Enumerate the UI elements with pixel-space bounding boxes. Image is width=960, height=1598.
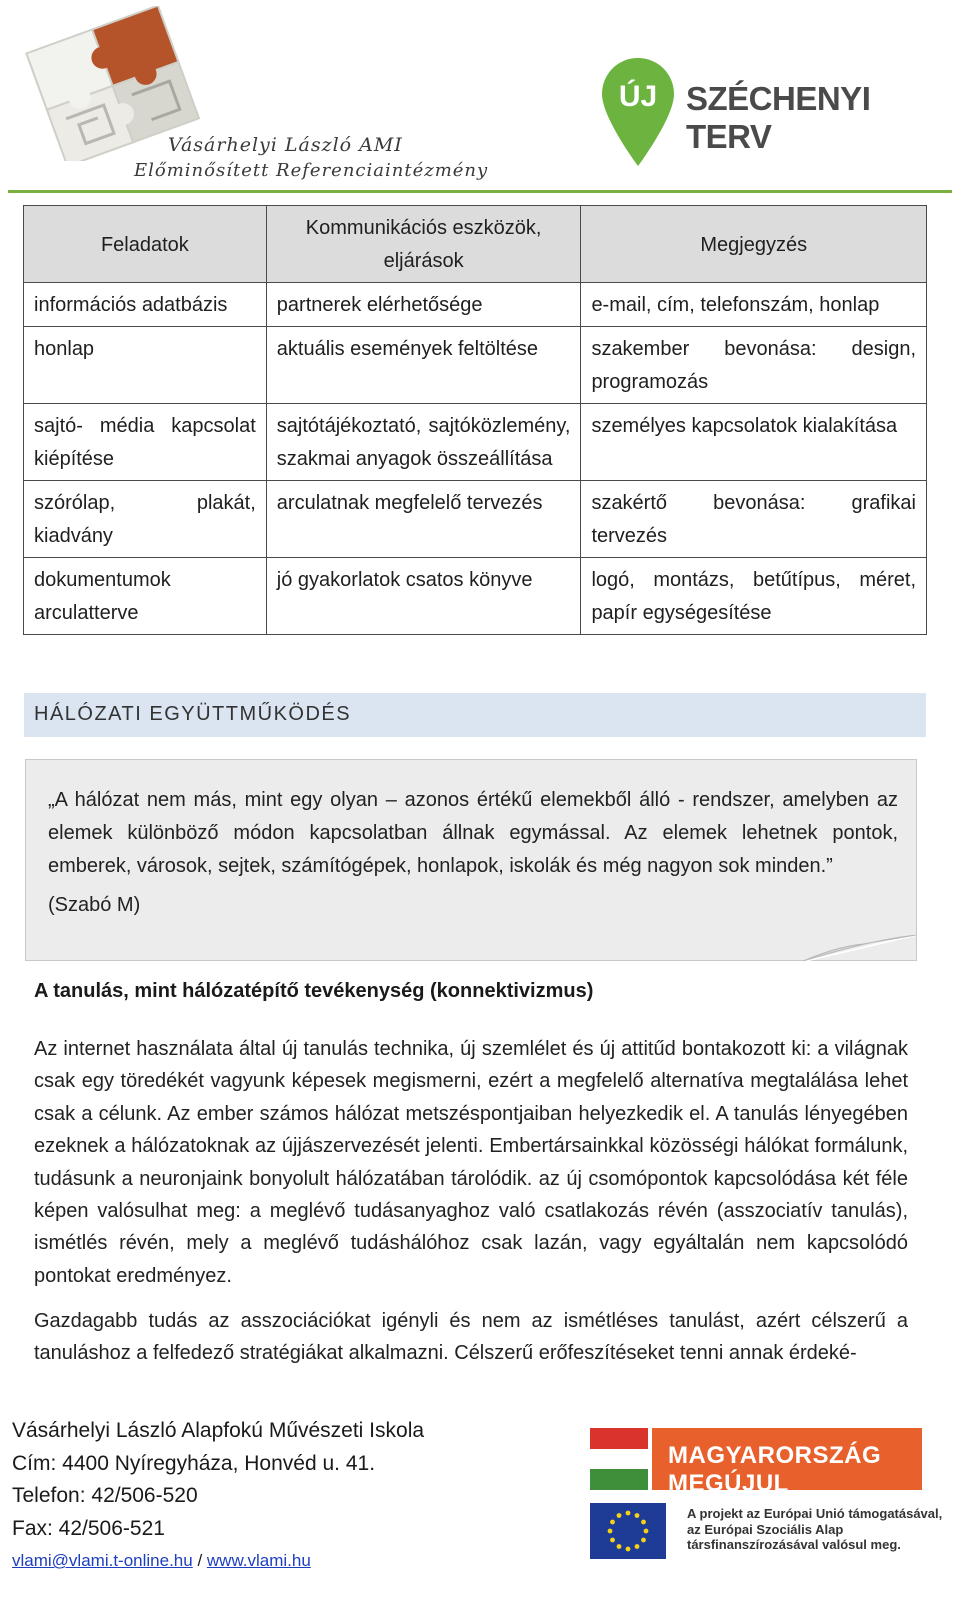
table-cell: aktuális események feltöltése (266, 327, 581, 404)
body-paragraph: Gazdagabb tudás az asszociációkat igényli és nem az ismétléses tanulást, azért célszerű a tanuláshoz a felfedező stratégiákat alkalmazni. Célszerű erőfeszítéseket tenni annak érdeké- (34, 1310, 908, 1365)
link-separator: / (192, 1551, 207, 1570)
footer-address: Cím: 4400 Nyíregyháza, Honvéd u. 41. (12, 1451, 376, 1475)
eu-flag-icon (590, 1503, 666, 1559)
table-cell: e-mail, cím, telefonszám, honlap (581, 283, 927, 327)
header-divider (8, 190, 952, 193)
banner-text: MAGYARORSZÁG MEGÚJUL (668, 1442, 882, 1497)
institution-subtitle: Előminősített Referenciaintézmény (134, 160, 489, 181)
footer-fax: Fax: 42/506-521 (12, 1516, 165, 1540)
table-cell: szakember bevonása: design, programozás (581, 327, 927, 404)
quote-box (25, 759, 917, 961)
footer-links (12, 1545, 424, 1578)
table-row (24, 283, 927, 327)
table-header-cell: Kommunikációs eszközök, eljárások (266, 206, 581, 283)
email-link[interactable]: vlami@vlami.t-online.hu (12, 1551, 193, 1570)
table-row (24, 327, 927, 404)
table-row (24, 558, 927, 635)
table-cell: logó, montázs, betűtípus, méret, papír egységesítése (581, 558, 927, 635)
table-cell: személyes kapcsolatok kialakítása (581, 404, 927, 481)
communication-table (23, 205, 927, 635)
table-row (24, 404, 927, 481)
table-header-row (24, 206, 927, 283)
subheading: A tanulás, mint hálózatépítő tevékenység (konnektivizmus) (34, 980, 594, 1002)
page-curl-icon (803, 934, 916, 961)
table-header-cell: Megjegyzés (581, 206, 927, 283)
table-cell: arculatnak megfelelő tervezés (266, 481, 581, 558)
szechenyi-pin-icon (600, 56, 676, 168)
table-cell: szórólap, plakát, kiadvány (24, 481, 267, 558)
table-header-cell: Feladatok (24, 206, 267, 283)
szechenyi-terv-logo-text: SZÉCHENYI TERV (686, 80, 871, 155)
table-row (24, 481, 927, 558)
section-heading-band (24, 693, 926, 737)
footer-phone: Telefon: 42/506-520 (12, 1484, 198, 1507)
quote-author: (Szabó M) (48, 894, 141, 916)
table-cell: sajtó- média kapcsolat kiépítése (24, 404, 267, 481)
quote-text: „A hálózat nem más, mint egy olyan – azonos értékű elemekből álló - rendszer, amelyben az elemek különböző módon kapcsolatban állnak egymással. Az elemek lehetnek pontok, emberek, városok, sejtek, számítógépek, honlapok, iskolák és még nagyon sok minden.” (48, 789, 898, 877)
table-cell: partnerek elérhetősége (266, 283, 581, 327)
table-cell: szakértő bevonása: grafikai tervezés (581, 481, 927, 558)
szt-mark-text: ÚJ (618, 80, 658, 113)
eu-funding-text: A projekt az Európai Unió támogatásával, az Európai Szociális Alap társfinanszírozásával valósul meg. (687, 1506, 943, 1552)
section-title: HÁLÓZATI EGYÜTTMŰKÖDÉS (34, 703, 352, 725)
table-cell: honlap (24, 327, 267, 404)
footer-contact (12, 1415, 424, 1578)
footer-school-name: Vásárhelyi László Alapfokú Művészeti Iskola (12, 1419, 425, 1442)
body-paragraph: Az internet használata által új tanulás technika, új szemlélet és új attitűd bontakozott ki: a világnak csak egy töredékét vagyunk képesek megismerni, ezért a megfelelő alternatíva megtalálása lehet csak a célunk. Az ember számos hálózat metszéspontjaiban helyezkedik el. A tanulás lényegében ezeknek a hálózatoknak az újjászervezését jelenti. Embertársainkkal közösségi hálókat formálunk, tudásunk a neuronjaink bonyolult hálózatában tárolódik. az új csomópontok kapcsolódása két féle képen valósulhat meg: a meglévő tudásanyaghoz való csatlakozás révén (asszociatív tanulás), ismétlés révén, mely a meglévő tudáshálóhoz csak lazán, vagy egyáltalán nem kapcsolódó pontokat eredményez. (34, 1038, 908, 1287)
table-cell: sajtótájékoztató, sajtóközlemény, szakmai anyagok összeállítása (266, 404, 581, 481)
table-cell: információs adatbázis (24, 283, 267, 327)
table-cell: jó gyakorlatok csatos könyve (266, 558, 581, 635)
page-header (0, 0, 960, 196)
table-cell: dokumentumok arculatterve (24, 558, 267, 635)
institution-name: Vásárhelyi László AMI (168, 134, 403, 156)
website-link[interactable]: www.vlami.hu (206, 1551, 311, 1570)
